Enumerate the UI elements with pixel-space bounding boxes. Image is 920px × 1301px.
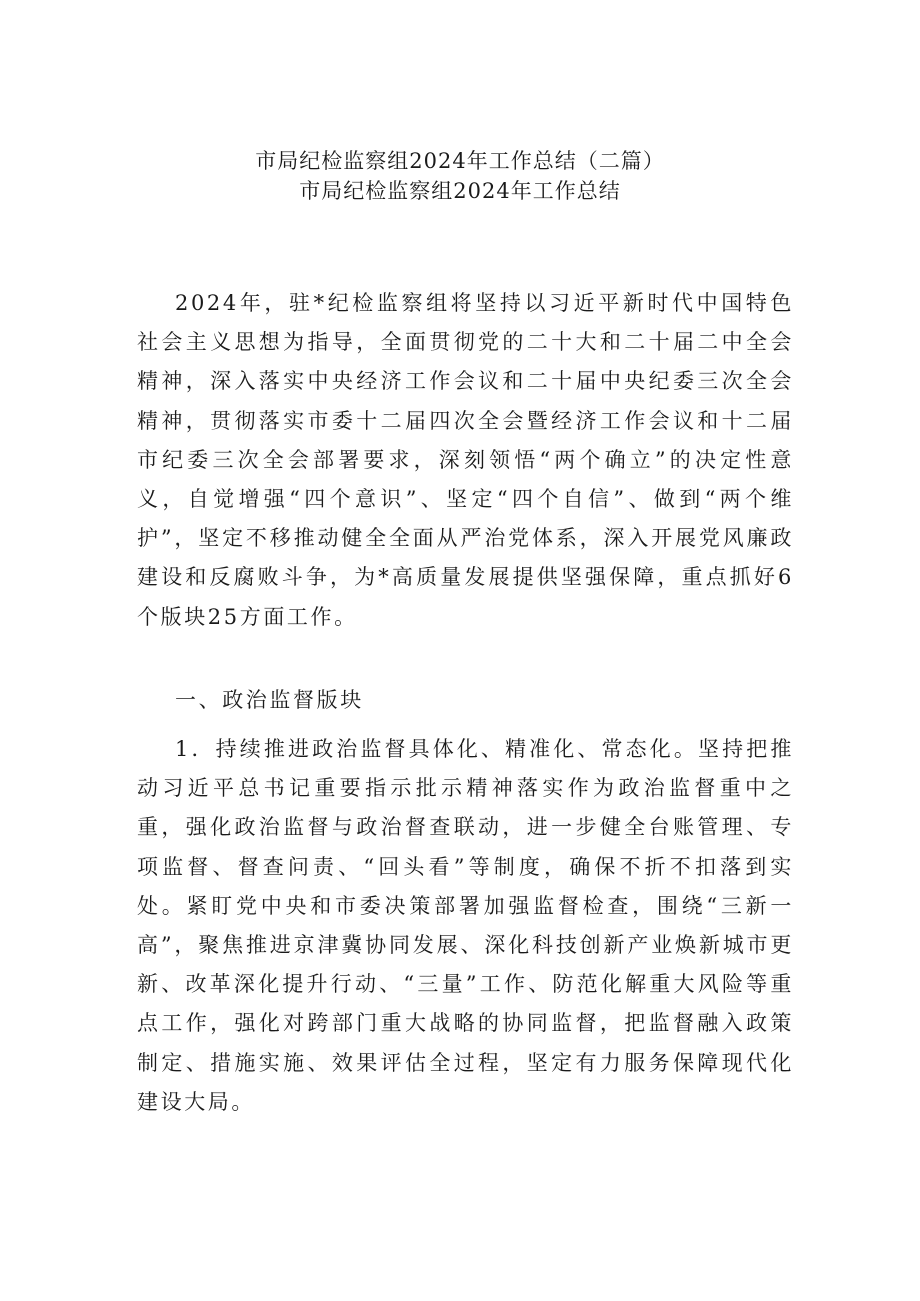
section1-body — [137, 730, 794, 1122]
intro-paragraph: 2024年，驻*纪检监察组将坚持以习近平新时代中国特色社会主义思想为指导，全面贯彻党的二十大和二十届二中全会精神，深入落实中央经济工作会议和二十届中央纪委三次全会精神，贯彻落实市委十二届四次全会暨经济工作会议和十二届市纪委三次全会部署要求，深刻领悟“两个确立”的决定性意义，自觉增强“四个意识”、坚定“四个自信”、做到“两个维护”，坚定不移推动健全全面从严治党体系，深入开展党风廉政建设和反腐败斗争，为*高质量发展提供坚强保障，重点抓好6个版块25方面工作。 — [137, 291, 794, 629]
section1-paragraph: 1．持续推进政治监督具体化、精准化、常态化。坚持把推动习近平总书记重要指示批示精神落实作为政治监督重中之重，强化政治监督与政治督查联动，进一步健全台账管理、专项监督、督查问责、“回头看”等制度，确保不折不扣落到实处。紧盯党中央和市委决策部署加强监督检查，围绕“三新一高”，聚焦推进京津冀协同发展、深化科技创新产业焕新城市更新、改革深化提升行动、“三量”工作、防范化解重大风险等重点工作，强化对跨部门重大战略的协同监督，把监督融入政策制定、措施实施、效果评估全过程，坚定有力服务保障现代化建设大局。 — [137, 737, 794, 1114]
document-title — [0, 146, 920, 206]
section-heading-political-supervision: 一、政治监督版块 — [175, 688, 364, 712]
title-line-2: 市局纪检监察组2024年工作总结 — [299, 179, 621, 203]
intro-section — [137, 284, 794, 637]
title-line-1: 市局纪检监察组2024年工作总结（二篇） — [255, 149, 665, 173]
